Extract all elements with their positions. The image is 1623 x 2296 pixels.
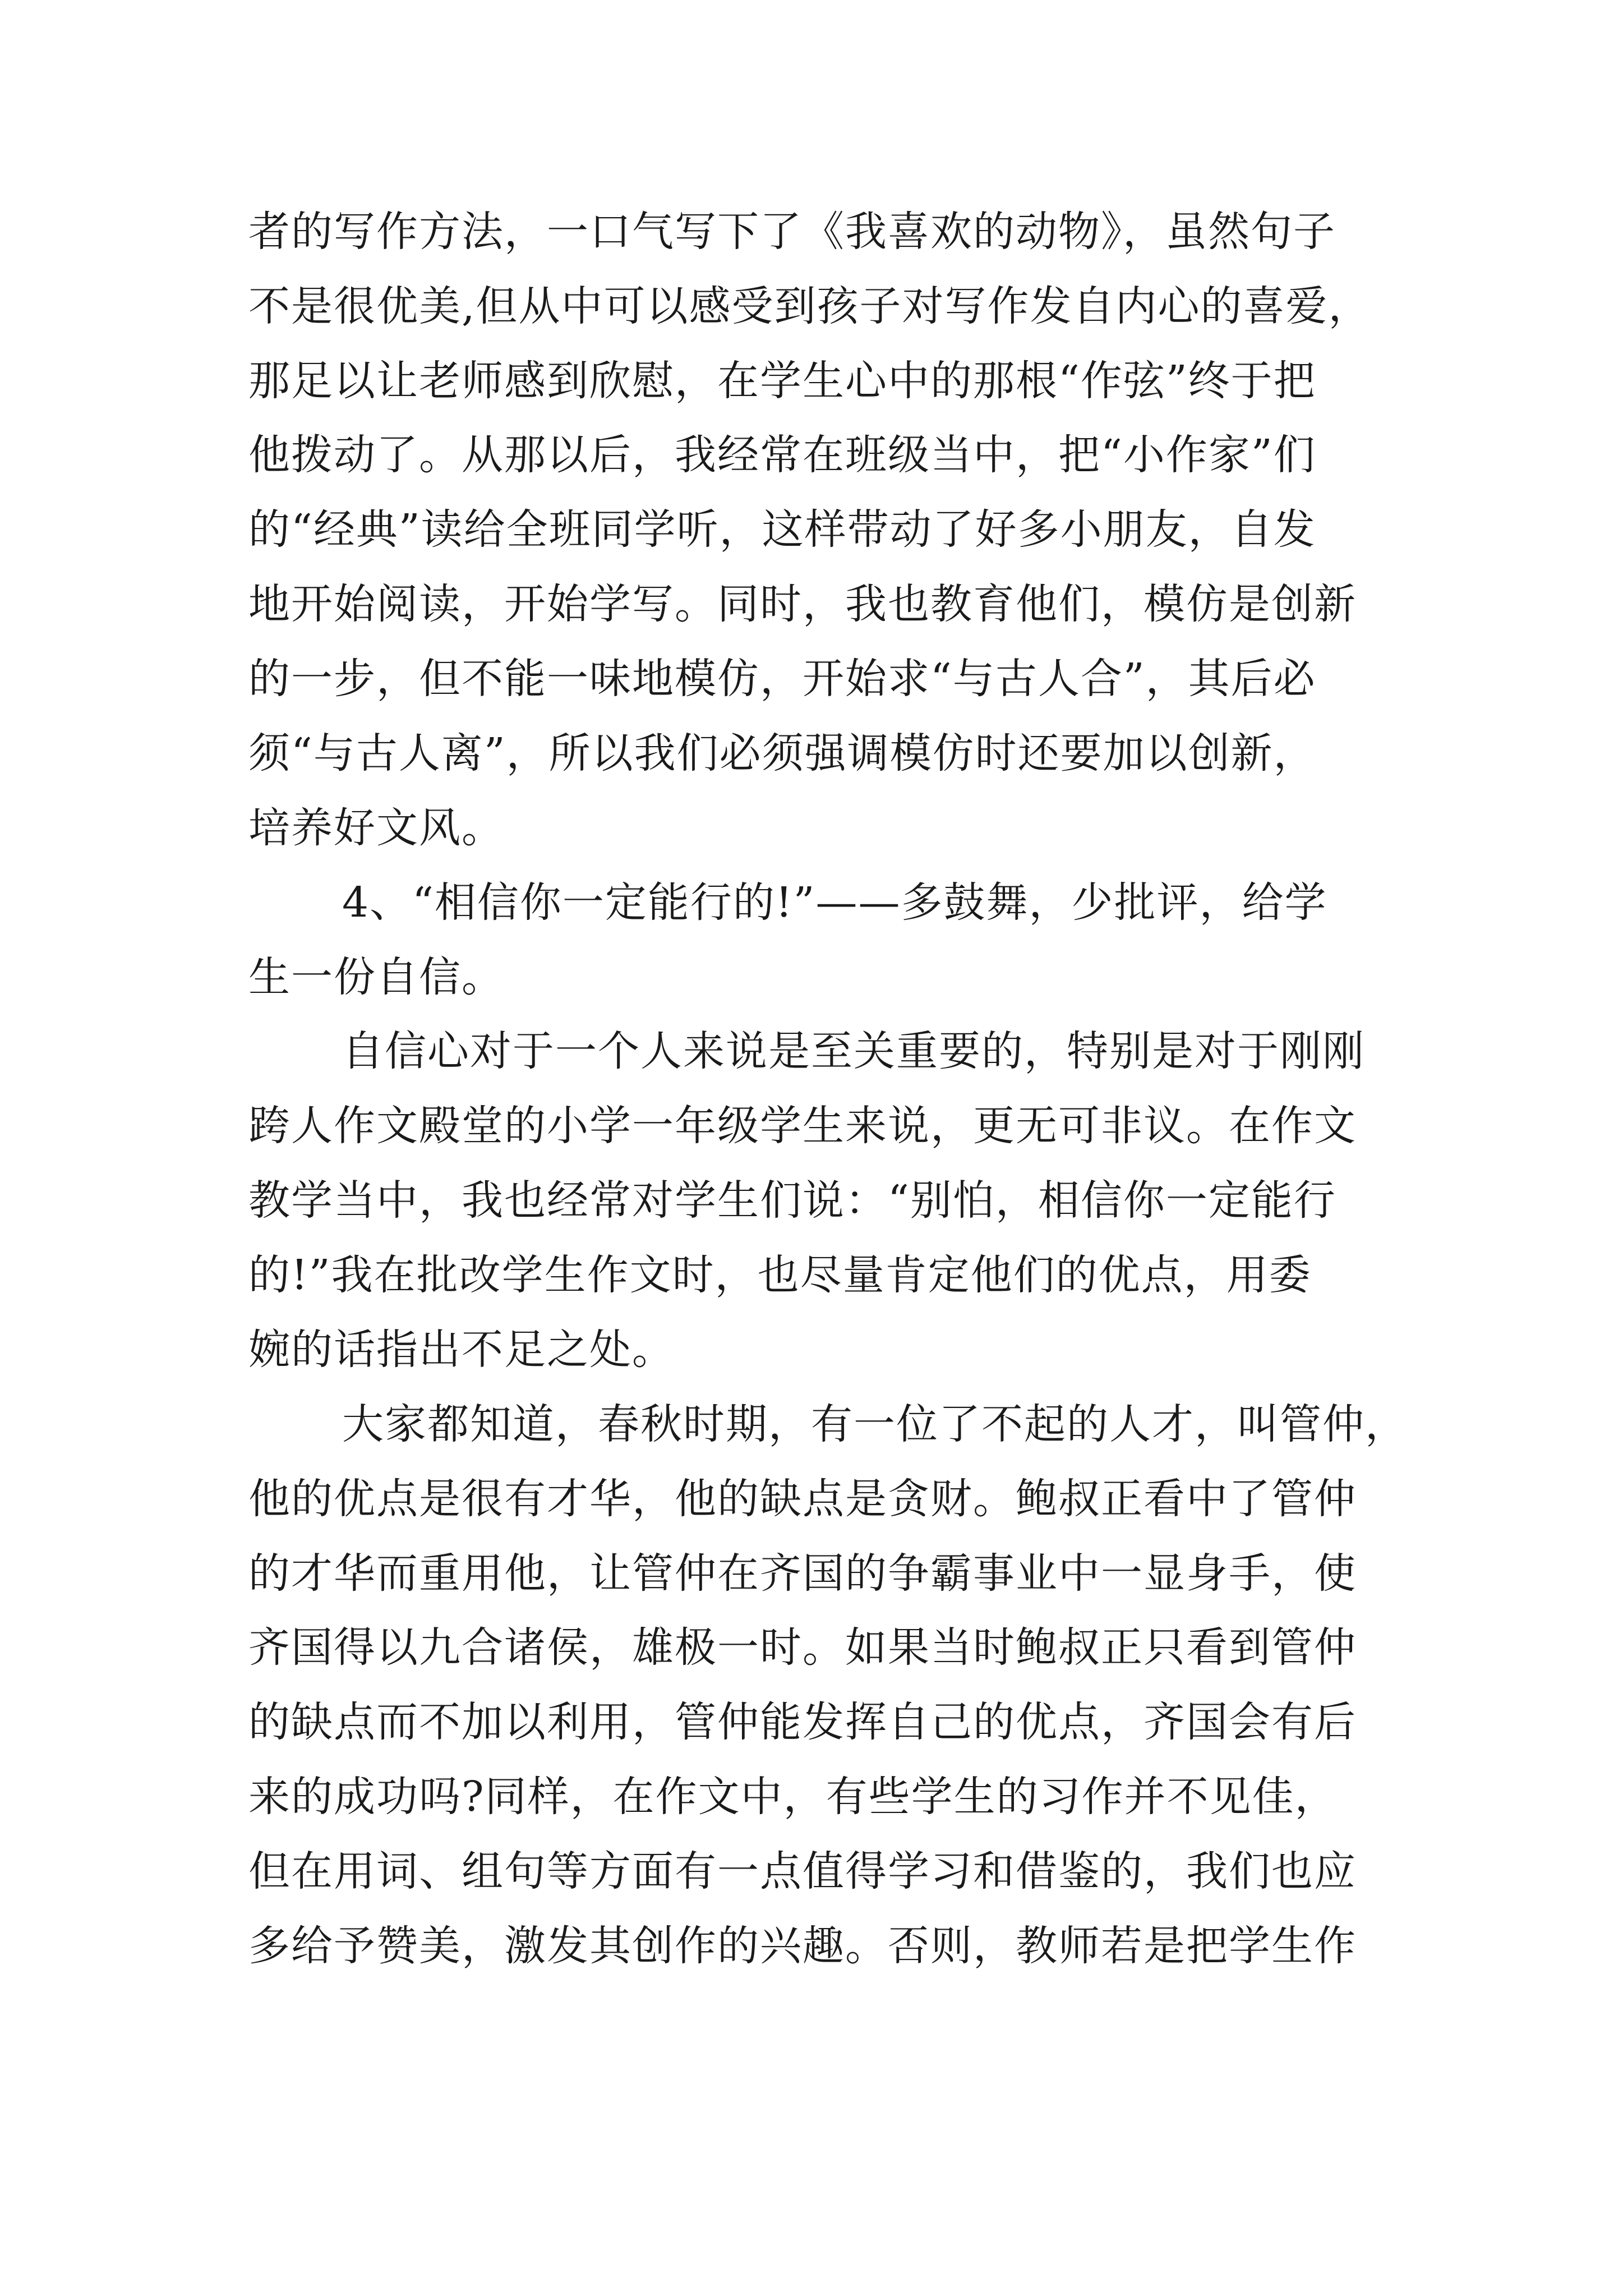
text-line-22: 来的成功吗?同样，在作文中，有些学生的习作并不见佳， xyxy=(248,1773,1338,1821)
text-line-11: 生一份自信。 xyxy=(248,953,504,1001)
text-line-16: 婉的话指出不足之处。 xyxy=(248,1326,675,1374)
text-line-12: 自信心对于一个人来说是至关重要的，特别是对于刚刚 xyxy=(342,1027,1365,1075)
text-line-17: 大家都知道，春秋时期，有一位了不起的人才，叫管仲， xyxy=(342,1400,1408,1448)
text-line-1: 者的写作方法，一口气写下了《我喜欢的动物》，虽然句子 xyxy=(248,208,1336,256)
text-line-4: 他拨动了。从那以后，我经常在班级当中，把“小作家”们 xyxy=(248,431,1316,479)
text-line-5: 的“经典”读给全班同学听，这样带动了好多小朋友，自发 xyxy=(248,505,1316,554)
text-line-13: 跨人作文殿堂的小学一年级学生来说，更无可非议。在作文 xyxy=(248,1102,1357,1150)
text-line-24: 多给予赞美，激发其创作的兴趣。否则，教师若是把学生作 xyxy=(248,1922,1357,1970)
text-line-2: 不是很优美,但从中可以感受到孩子对写作发自内心的喜爱， xyxy=(248,282,1371,330)
section-heading-4: 4、“相信你一定能行的!”——多鼓舞，少批评，给学 xyxy=(342,878,1327,927)
text-line-14: 教学当中，我也经常对学生们说：“别怕，相信你一定能行 xyxy=(248,1176,1336,1225)
text-line-19: 的才华而重用他，让管仲在齐国的争霸事业中一显身手，使 xyxy=(248,1549,1357,1598)
text-line-23: 但在用词、组句等方面有一点值得学习和借鉴的，我们也应 xyxy=(248,1847,1357,1895)
text-line-8: 须“与古人离”，所以我们必须强调模仿时还要加以创新， xyxy=(248,729,1316,777)
text-line-9: 培养好文风。 xyxy=(248,804,504,852)
text-line-20: 齐国得以九合诸侯，雄极一时。如果当时鲍叔正只看到管仲 xyxy=(248,1623,1357,1672)
text-line-6: 地开始阅读，开始学写。同时，我也教育他们，模仿是创新 xyxy=(248,580,1357,628)
text-line-3: 那足以让老师感到欣慰，在学生心中的那根“作弦”终于把 xyxy=(248,357,1316,405)
text-line-7: 的一步，但不能一味地模仿，开始求“与古人合”，其后必 xyxy=(248,655,1316,703)
text-line-15: 的!”我在批改学生作文时，也尽量肯定他们的优点，用委 xyxy=(248,1251,1312,1299)
text-line-18: 他的优点是很有才华，他的缺点是贪财。鲍叔正看中了管仲 xyxy=(248,1475,1357,1523)
text-line-21: 的缺点而不加以利用，管仲能发挥自己的优点，齐国会有后 xyxy=(248,1698,1357,1746)
